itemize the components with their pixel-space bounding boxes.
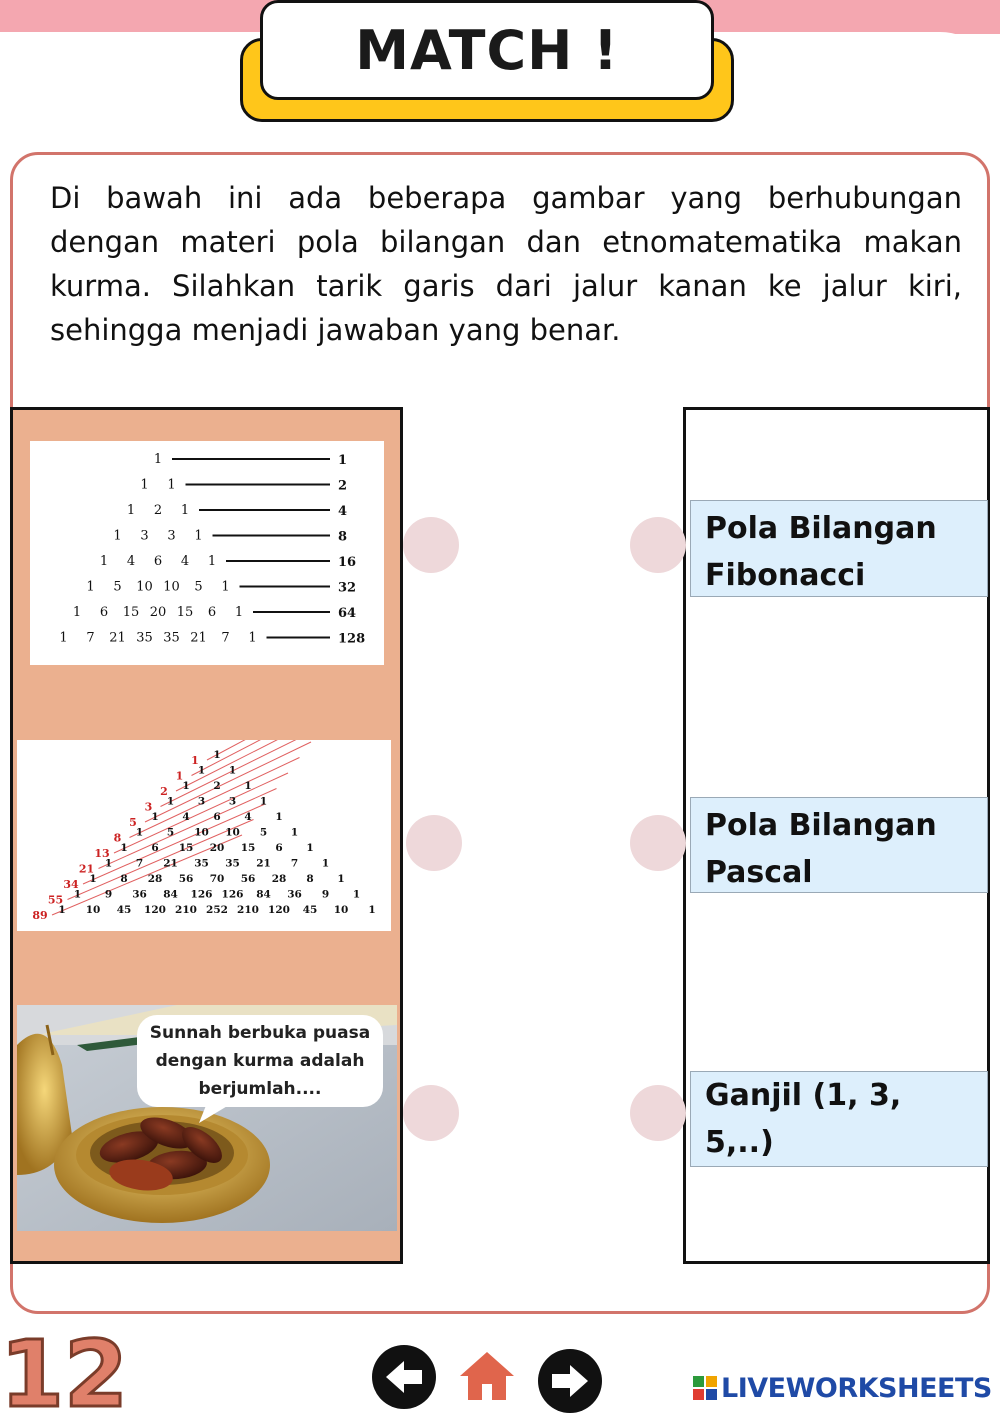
triangle-entry: 1 bbox=[166, 795, 175, 808]
left-connector-dot-3[interactable] bbox=[403, 1085, 459, 1141]
triangle-entry: 210 bbox=[175, 904, 197, 916]
triangle-entry: 8 bbox=[120, 873, 128, 885]
arrow-left-icon bbox=[372, 1345, 436, 1409]
fibonacci-triangle-figure bbox=[17, 740, 391, 931]
fibonacci-diagonal-line bbox=[83, 804, 268, 884]
triangle-entry: 120 bbox=[268, 904, 290, 916]
answer-option-fibonacci[interactable] bbox=[690, 500, 988, 597]
pascal-entry: 1 bbox=[234, 605, 244, 620]
pascal-row-sums-figure bbox=[30, 441, 384, 665]
right-connector-dot-3[interactable] bbox=[630, 1085, 686, 1141]
fibonacci-number: 1 bbox=[191, 754, 199, 767]
pascal-entry: 6 bbox=[99, 605, 109, 620]
page-title: MATCH ! bbox=[355, 18, 619, 82]
triangle-entry: 10 bbox=[85, 904, 101, 916]
triangle-entry: 9 bbox=[104, 888, 113, 901]
pascal-entry: 1 bbox=[221, 579, 230, 595]
triangle-entry: 6 bbox=[213, 811, 221, 823]
triangle-entry: 84 bbox=[256, 888, 271, 901]
row-sum-value: 16 bbox=[338, 555, 357, 570]
triangle-entry: 1 bbox=[337, 873, 345, 885]
pascal-entry: 20 bbox=[149, 605, 167, 620]
pascal-entry: 3 bbox=[167, 528, 176, 544]
triangle-entry: 4 bbox=[244, 811, 252, 823]
triangle-entry: 1 bbox=[135, 826, 144, 839]
pascal-entry: 10 bbox=[136, 579, 153, 595]
triangle-entry: 4 bbox=[182, 811, 190, 823]
triangle-entry: 9 bbox=[321, 888, 330, 901]
triangle-entry: 1 bbox=[73, 888, 82, 901]
triangle-entry: 20 bbox=[209, 842, 225, 854]
triangle-entry: 1 bbox=[89, 873, 97, 885]
arrow-right-icon bbox=[538, 1349, 602, 1413]
triangle-entry: 2 bbox=[213, 780, 221, 792]
pascal-entry: 5 bbox=[194, 579, 203, 595]
brand-logo bbox=[693, 1370, 992, 1406]
fibonacci-number: 5 bbox=[129, 816, 137, 829]
triangle-entry: 252 bbox=[206, 904, 228, 916]
pascal-entry: 6 bbox=[207, 605, 217, 620]
pascal-entry: 1 bbox=[167, 477, 176, 493]
triangle-entry: 1 bbox=[306, 842, 314, 854]
row-sum-value: 128 bbox=[338, 631, 366, 647]
triangle-entry: 1 bbox=[228, 764, 237, 777]
title-box bbox=[260, 0, 714, 100]
pascal-entry: 15 bbox=[176, 605, 194, 620]
answer-label: Pola Bilangan Pascal bbox=[705, 808, 937, 890]
left-connector-dot-2[interactable] bbox=[406, 815, 462, 871]
right-connector-dot-1[interactable] bbox=[630, 517, 686, 573]
fibonacci-number: 8 bbox=[113, 831, 122, 845]
triangle-entry: 10 bbox=[194, 826, 209, 839]
row-sum-value: 64 bbox=[338, 606, 357, 621]
page-number: 12 bbox=[0, 1321, 129, 1414]
triangle-entry: 8 bbox=[306, 873, 314, 885]
pascal-entry: 1 bbox=[72, 605, 82, 620]
fibonacci-diagonal-line bbox=[114, 773, 288, 853]
triangle-entry: 15 bbox=[178, 842, 194, 854]
triangle-entry: 7 bbox=[135, 857, 144, 870]
speech-bubble-text: Sunnah berbuka puasa dengan kurma adalah berjumlah.... bbox=[149, 1023, 371, 1099]
triangle-entry: 1 bbox=[275, 811, 283, 823]
fibonacci-number: 55 bbox=[47, 893, 64, 907]
fibonacci-diagonal-line bbox=[99, 789, 277, 869]
triangle-entry: 120 bbox=[144, 904, 166, 916]
triangle-entry: 6 bbox=[151, 842, 159, 854]
triangle-entry: 1 bbox=[213, 749, 221, 761]
pascal-entry: 1 bbox=[194, 528, 203, 544]
pascal-entry: 5 bbox=[113, 579, 122, 595]
triangle-entry: 21 bbox=[163, 857, 178, 870]
fibonacci-diagonal-line bbox=[207, 740, 357, 760]
triangle-entry: 1 bbox=[120, 842, 128, 854]
fibonacci-number: 34 bbox=[63, 878, 79, 891]
pascal-entry: 1 bbox=[248, 630, 257, 646]
triangle-entry: 6 bbox=[275, 842, 283, 854]
answer-option-odd[interactable] bbox=[690, 1071, 988, 1167]
triangle-entry: 3 bbox=[197, 795, 206, 808]
fibonacci-number: 89 bbox=[32, 909, 48, 922]
triangle-entry: 7 bbox=[290, 857, 299, 870]
pascal-entry: 1 bbox=[126, 503, 136, 518]
fibonacci-number: 13 bbox=[94, 847, 110, 860]
row-sum-value: 4 bbox=[338, 504, 348, 519]
pascal-entry: 35 bbox=[163, 630, 180, 646]
triangle-entry: 3 bbox=[228, 795, 237, 808]
triangle-entry: 45 bbox=[302, 904, 318, 916]
pascal-entry: 1 bbox=[86, 579, 95, 595]
pascal-entry: 6 bbox=[153, 554, 163, 569]
row-sum-value: 32 bbox=[338, 580, 357, 596]
triangle-entry: 56 bbox=[178, 873, 194, 885]
fibonacci-number: 3 bbox=[144, 800, 153, 814]
triangle-entry: 126 bbox=[221, 888, 244, 901]
pascal-entry: 1 bbox=[207, 554, 217, 569]
brand-name: LIVEWORKSHEETS bbox=[721, 1372, 992, 1404]
left-connector-dot-1[interactable] bbox=[403, 517, 459, 573]
fibonacci-number: 21 bbox=[78, 862, 95, 876]
pascal-entry: 4 bbox=[126, 554, 136, 569]
fibonacci-diagonal-line bbox=[130, 758, 300, 838]
triangle-entry: 35 bbox=[225, 857, 240, 870]
pascal-entry: 10 bbox=[163, 579, 180, 595]
pascal-entry: 4 bbox=[180, 554, 190, 569]
triangle-entry: 1 bbox=[104, 857, 113, 870]
triangle-entry: 210 bbox=[237, 904, 259, 916]
answer-label: Ganjil (1, 3, 5,..) bbox=[705, 1078, 902, 1160]
triangle-entry: 10 bbox=[333, 904, 349, 916]
triangle-entry: 70 bbox=[209, 873, 225, 885]
liveworksheets-logo-icon bbox=[693, 1376, 717, 1400]
next-page-button[interactable] bbox=[538, 1349, 602, 1413]
triangle-entry: 36 bbox=[287, 888, 302, 901]
triangle-entry: 5 bbox=[259, 826, 268, 839]
triangle-entry: 84 bbox=[163, 888, 178, 901]
pascal-entry: 2 bbox=[153, 503, 163, 518]
dates-photo-illustration bbox=[17, 1005, 397, 1231]
fibonacci-number: 2 bbox=[160, 785, 168, 798]
instructions-text: Di bawah ini ada beberapa gambar yang berhubungan dengan materi pola bilangan dan etnomatematika makan kurma. Silahkan tarik garis dari jalur kanan ke jalur kiri, sehingga menjadi jawaban yang benar. bbox=[50, 181, 962, 347]
triangle-entry: 1 bbox=[244, 780, 252, 792]
pascal-entry: 1 bbox=[180, 503, 190, 518]
triangle-entry: 10 bbox=[225, 826, 240, 839]
triangle-entry: 126 bbox=[190, 888, 213, 901]
triangle-entry: 1 bbox=[290, 826, 299, 839]
row-sum-value: 8 bbox=[338, 529, 348, 545]
triangle-entry: 1 bbox=[368, 904, 376, 916]
pascal-entry: 3 bbox=[140, 528, 149, 544]
row-sum-value: 2 bbox=[338, 478, 348, 494]
dates-photo-image bbox=[17, 1005, 397, 1231]
triangle-entry: 15 bbox=[240, 842, 256, 854]
pascal-entry: 1 bbox=[140, 477, 149, 493]
pascal-entry: 15 bbox=[122, 605, 140, 620]
triangle-entry: 1 bbox=[182, 780, 190, 792]
triangle-entry: 35 bbox=[194, 857, 209, 870]
triangle-entry: 1 bbox=[259, 795, 268, 808]
triangle-entry: 1 bbox=[197, 764, 206, 777]
triangle-entry: 36 bbox=[132, 888, 147, 901]
title-banner bbox=[238, 0, 736, 124]
triangle-entry: 28 bbox=[147, 873, 163, 885]
pascal-entry: 35 bbox=[136, 630, 153, 646]
triangle-entry: 1 bbox=[58, 904, 66, 916]
pascal-entry: 7 bbox=[86, 630, 95, 646]
pascal-entry: 1 bbox=[113, 528, 122, 544]
right-connector-dot-2[interactable] bbox=[630, 815, 686, 871]
answer-label: Pola Bilangan Fibonacci bbox=[705, 511, 937, 593]
triangle-entry: 1 bbox=[352, 888, 361, 901]
prev-page-button[interactable] bbox=[372, 1345, 436, 1409]
triangle-entry: 1 bbox=[151, 811, 159, 823]
fibonacci-triangle-image bbox=[17, 740, 391, 931]
answer-option-pascal[interactable] bbox=[690, 797, 988, 893]
fibonacci-number: 1 bbox=[175, 769, 184, 783]
triangle-entry: 28 bbox=[271, 873, 287, 885]
triangle-entry: 1 bbox=[321, 857, 330, 870]
triangle-entry: 45 bbox=[116, 904, 132, 916]
pascal-entry: 1 bbox=[99, 554, 109, 569]
home-button[interactable] bbox=[458, 1350, 516, 1402]
triangle-entry: 5 bbox=[166, 826, 175, 839]
triangle-entry: 56 bbox=[240, 873, 256, 885]
pascal-entry: 21 bbox=[190, 630, 207, 646]
triangle-entry: 21 bbox=[256, 857, 271, 870]
pascal-row-sums-image bbox=[30, 441, 384, 665]
pascal-entry: 1 bbox=[153, 452, 163, 467]
pascal-entry: 21 bbox=[109, 630, 126, 646]
pascal-entry: 7 bbox=[221, 630, 230, 646]
pascal-entry: 1 bbox=[59, 630, 68, 646]
home-icon bbox=[458, 1350, 516, 1402]
row-sum-value: 1 bbox=[338, 453, 348, 468]
